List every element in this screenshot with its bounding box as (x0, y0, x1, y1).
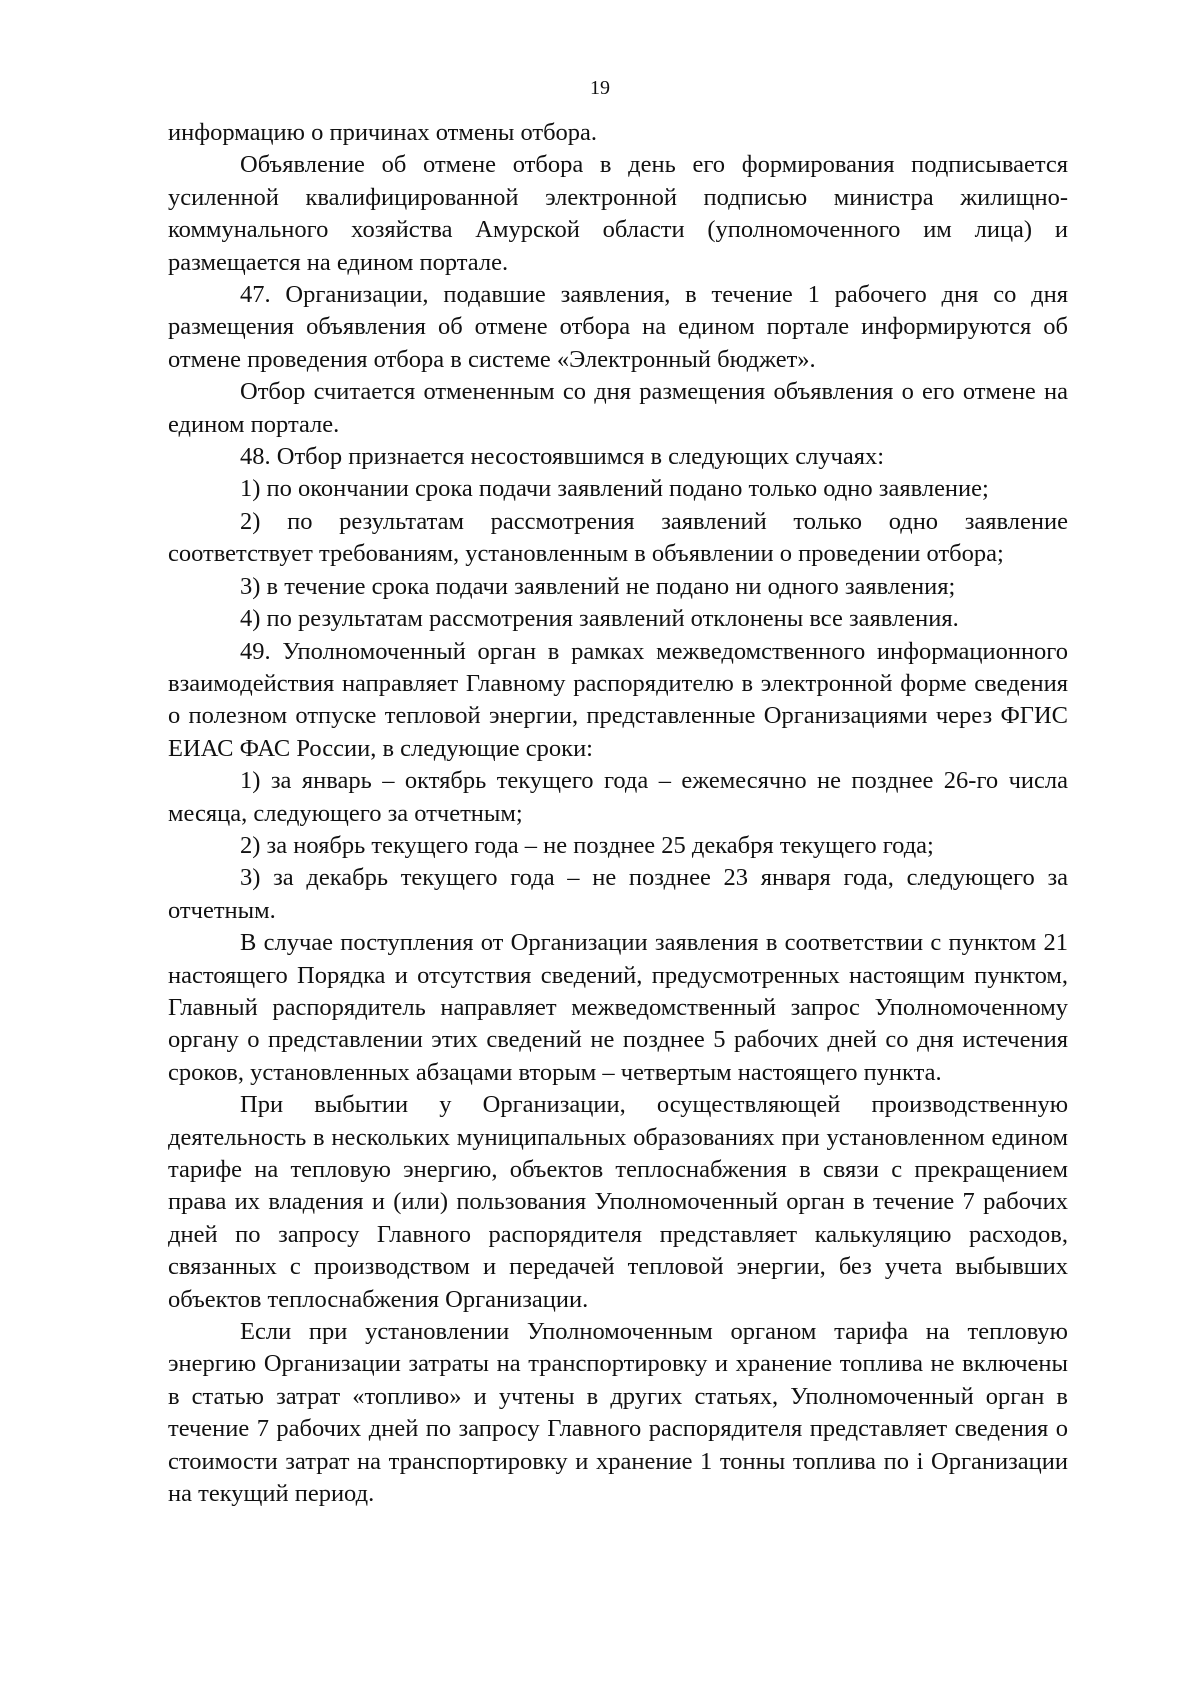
paragraph-fuel-costs: Если при установлении Уполномоченным органом тарифа на тепловую энергию Организации затраты на транспортировку и хранение топлива не включены в статью затрат «топливо» и учтены в других статьях, Уполномоченный орган в течение 7 рабочих дней по запросу Главного распорядителя представляет сведения о стоимости затрат на транспортировку и хранение 1 тонны топлива по i Организации на текущий период. (168, 1318, 1068, 1508)
paragraph-48-item-4: 4) по результатам рассмотрения заявлений отклонены все заявления. (240, 605, 959, 633)
paragraph-47: 47. Организации, подавшие заявления, в течение 1 рабочего дня со дня размещения объявления об отмене отбора на едином портале информируются об отмене проведения отбора в системе «Электронный бюджет». (168, 281, 1068, 373)
paragraph-selection-cancelled: Отбор считается отмененным со дня размещения объявления о его отмене на едином портале. (168, 378, 1068, 438)
page-number: 19 (590, 77, 610, 99)
paragraph-49-item-1: 1) за январь – октябрь текущего года – ежемесячно не позднее 26-го числа месяца, следующего за отчетным; (168, 767, 1068, 827)
paragraph-48-item-1: 1) по окончании срока подачи заявлений подано только одно заявление; (240, 475, 989, 503)
paragraph-48-item-2: 2) по результатам рассмотрения заявлений только одно заявление соответствует требованиям, установленным в объявлении о проведении отбора; (168, 507, 1068, 568)
paragraph-disposal-of-facilities: При выбытии у Организации, осуществляющей производственную деятельность в нескольких муниципальных образованиях при установленном едином тарифе на тепловую энергию, объектов теплоснабжения в связи с прекращением права их владения и (или) пользования Уполномоченный орган в течение 7 рабочих дней по запросу Главного распорядителя представляет калькуляцию расходов, связанных с производством и передачей тепловой энергии, без учета выбывших объектов теплоснабжения Организации. (168, 1091, 1068, 1313)
document-body (168, 117, 1068, 1510)
paragraph-49-item-3: 3) за декабрь текущего года – не позднее 23 января года, следующего за отчетным. (168, 864, 1068, 924)
paragraph-missing-information-request: В случае поступления от Организации заявления в соответствии с пунктом 21 настоящего Порядка и отсутствия сведений, предусмотренных настоящим пунктом, Главный распорядитель направляет межведомственный запрос Уполномоченному органу о представлении этих сведений не позднее 5 рабочих дней со дня истечения сроков, установленных абзацами вторым – четвертым настоящего пункта. (168, 929, 1068, 1086)
paragraph-cancellation-notice: Объявление об отмене отбора в день его формирования подписывается усиленной квалифицированной электронной подписью министра жилищно-коммунального хозяйства Амурской области (уполномоченного им лица) и размещается на едином портале. (168, 151, 1068, 276)
paragraph-49-item-2: 2) за ноябрь текущего года – не позднее 25 декабря текущего года; (240, 831, 934, 859)
paragraph-49: 49. Уполномоченный орган в рамках межведомственного информационного взаимодействия направляет Главному распорядителю в электронной форме сведения о полезном отпуске тепловой энергии, представленные Организациями через ФГИС ЕИАС ФАС России, в следующие сроки: (168, 637, 1068, 762)
paragraph-cancellation-reasons: информацию о причинах отмены отбора. (168, 119, 598, 146)
paragraph-48-item-3: 3) в течение срока подачи заявлений не подано ни одного заявления; (240, 572, 956, 600)
paragraph-48: 48. Отбор признается несостоявшимся в следующих случаях: (240, 443, 885, 471)
